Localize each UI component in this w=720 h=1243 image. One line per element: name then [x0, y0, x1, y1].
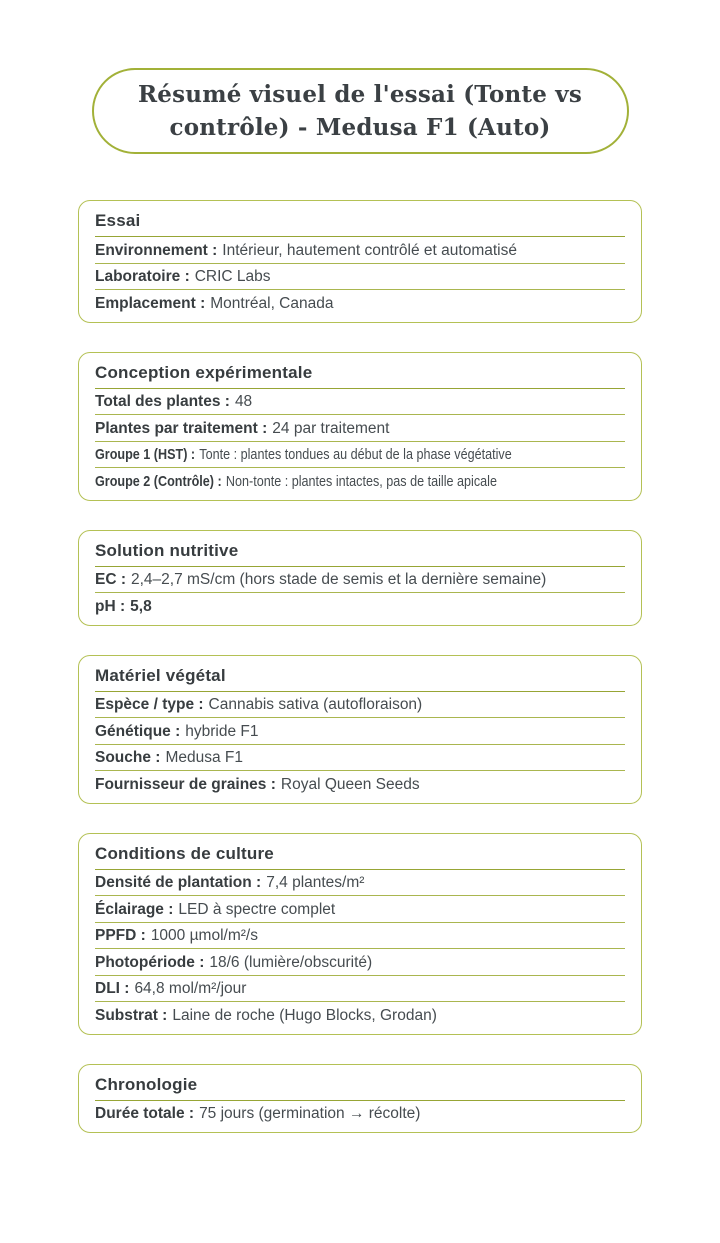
row-value: 2,4–2,7 mS/cm (hors stade de semis et la dernière semaine)	[131, 571, 547, 588]
data-row	[95, 870, 625, 897]
row-label: Souche :	[95, 749, 161, 766]
row-label: Total des plantes :	[95, 393, 230, 410]
row-value: 64,8 mol/m²/jour	[134, 980, 247, 997]
row-label: Environnement :	[95, 241, 218, 259]
row-value: Royal Queen Seeds	[280, 775, 420, 793]
row-value: Cannabis sativa (autofloraison)	[208, 696, 423, 713]
data-row	[95, 237, 625, 264]
row-label: Éclairage :	[95, 900, 174, 918]
data-row	[95, 692, 625, 719]
row-label: Plantes par traitement :	[95, 419, 268, 437]
data-row	[95, 896, 625, 923]
section-solution-nutritive	[78, 530, 642, 626]
data-row	[95, 1101, 625, 1127]
data-row	[95, 442, 625, 469]
row-value: Medusa F1	[165, 749, 243, 766]
row-value: Tonte : plantes tondues au début de la phase végétative	[199, 446, 512, 463]
row-label: Groupe 1 (HST) :	[95, 446, 196, 463]
section-title: Matériel végétal	[95, 656, 625, 692]
data-row	[95, 949, 625, 976]
row-label: Densité de plantation :	[95, 874, 262, 891]
row-value: 5,8	[130, 597, 152, 615]
row-value: 75 jours (germination → récolte)	[199, 1105, 421, 1122]
row-label: pH :	[95, 597, 126, 615]
section-title: Solution nutritive	[95, 531, 625, 567]
data-row	[95, 264, 625, 291]
section-conditions-de-culture	[78, 833, 642, 1035]
data-row	[95, 923, 625, 950]
row-value: hybride F1	[185, 722, 259, 740]
section-title: Essai	[95, 201, 625, 237]
row-value: 48	[234, 393, 253, 410]
row-value: 1000 µmol/m²/s	[150, 927, 258, 944]
section-title: Chronologie	[95, 1065, 625, 1101]
data-row	[95, 468, 625, 494]
trial-summary-title-banner	[92, 68, 629, 154]
data-row	[95, 389, 625, 416]
data-row	[95, 593, 625, 619]
row-label: Photopériode :	[95, 953, 205, 971]
section-chronologie	[78, 1064, 642, 1134]
section-essai	[78, 200, 642, 323]
row-value: CRIC Labs	[194, 268, 271, 285]
data-row	[95, 567, 625, 594]
row-value: Intérieur, hautement contrôlé et automatisé	[222, 241, 517, 259]
row-label: Emplacement :	[95, 294, 206, 312]
row-value: Non-tonte : plantes intactes, pas de taille apicale	[225, 472, 497, 490]
row-value: Montréal, Canada	[210, 294, 334, 312]
data-row	[95, 771, 625, 797]
section-title: Conception expérimentale	[95, 353, 625, 389]
row-label: Groupe 2 (Contrôle) :	[95, 472, 222, 490]
row-label: Espèce / type :	[95, 696, 204, 713]
row-label: EC :	[95, 571, 126, 588]
row-label: PPFD :	[95, 927, 146, 944]
data-row	[95, 290, 625, 316]
row-label: DLI :	[95, 980, 130, 997]
data-row	[95, 976, 625, 1003]
row-value: Laine de roche (Hugo Blocks, Grodan)	[172, 1006, 437, 1024]
section-materiel-vegetal	[78, 655, 642, 804]
row-value: 7,4 plantes/m²	[266, 874, 365, 891]
row-value: 18/6 (lumière/obscurité)	[209, 953, 373, 971]
row-label: Génétique :	[95, 722, 181, 740]
row-label: Durée totale :	[95, 1105, 195, 1122]
data-row	[95, 415, 625, 442]
data-row	[95, 1002, 625, 1028]
section-title: Conditions de culture	[95, 834, 625, 870]
row-label: Fournisseur de graines :	[95, 775, 276, 793]
page-title: Résumé visuel de l'essai (Tonte vs contrôle) - Medusa F1 (Auto)	[137, 81, 583, 141]
row-label: Substrat :	[95, 1006, 168, 1024]
row-value: 24 par traitement	[272, 419, 390, 437]
row-value: LED à spectre complet	[178, 900, 336, 918]
row-label: Laboratoire :	[95, 268, 190, 285]
data-row	[95, 745, 625, 772]
section-conception-experimentale	[78, 352, 642, 501]
data-row	[95, 718, 625, 745]
